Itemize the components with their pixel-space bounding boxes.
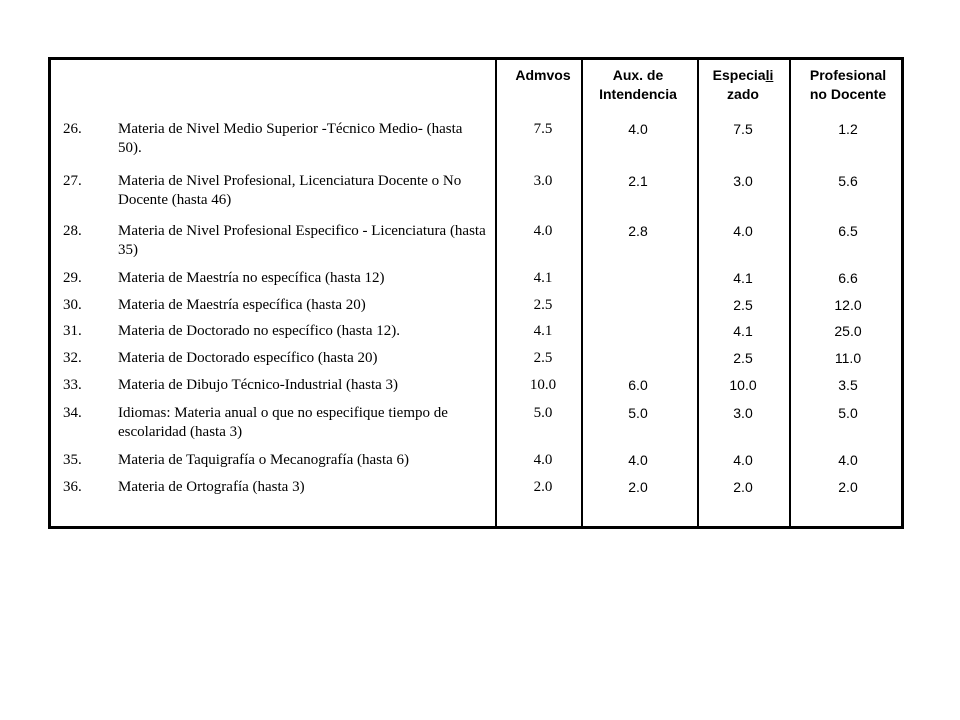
value-cell: 6.5 [838, 223, 858, 239]
value-cell: 4.0 [628, 452, 648, 468]
value-cell: 4.0 [733, 223, 753, 239]
row-number: 29. [63, 270, 82, 286]
row-description: Materia de Doctorado específico (hasta 20) [118, 350, 378, 366]
value-cell: 2.5 [733, 350, 753, 366]
row-description: Materia de Maestría no específica (hasta 12) [118, 270, 385, 286]
value-cell: 11.0 [834, 350, 862, 366]
row-number: 28. [63, 223, 82, 239]
column-divider [789, 60, 791, 526]
row-number: 33. [63, 377, 82, 393]
value-cell: 3.0 [733, 173, 753, 189]
value-cell: 6.6 [838, 270, 858, 286]
value-cell: 12.0 [834, 297, 862, 313]
value-cell: 4.1 [533, 270, 553, 286]
column-divider [495, 60, 497, 526]
value-cell: 5.0 [533, 405, 553, 421]
row-description: Materia de Taquigrafía o Mecanografía (hasta 6) [118, 452, 410, 468]
header-line: no Docente [809, 86, 887, 102]
value-cell: 10.0 [729, 377, 757, 393]
value-cell: 2.0 [838, 479, 858, 495]
row-description: Materia de Nivel Medio Superior -Técnico Medio- (hasta 50). [118, 121, 463, 156]
value-cell: 4.1 [533, 323, 553, 339]
value-cell: 4.1 [733, 270, 753, 286]
value-cell: 7.5 [533, 121, 553, 137]
row-number: 27. [63, 173, 82, 189]
row-description: Materia de Nivel Profesional Especifico - Licenciatura (hasta 35) [118, 223, 486, 258]
value-cell: 2.5 [733, 297, 753, 313]
value-cell: 5.0 [628, 405, 648, 421]
row-number: 30. [63, 297, 82, 313]
value-cell: 6.0 [628, 377, 648, 393]
row-description: Materia de Ortografía (hasta 3) [118, 479, 305, 495]
value-cell: 2.0 [628, 479, 648, 495]
row-description: Idiomas: Materia anual o que no especifique tiempo de escolaridad (hasta 3) [118, 405, 448, 440]
value-cell: 2.5 [533, 350, 553, 366]
row-number: 35. [63, 452, 82, 468]
row-number: 34. [63, 405, 82, 421]
value-cell: 2.0 [533, 479, 553, 495]
header-line: Aux. de [612, 67, 664, 83]
header-line: Profesional [809, 67, 887, 83]
value-cell: 3.5 [838, 377, 858, 393]
value-cell: 4.1 [733, 323, 753, 339]
table-frame [48, 57, 904, 529]
row-number: 26. [63, 121, 82, 137]
header-profesional-no-docente [788, 66, 908, 104]
value-cell: 25.0 [834, 323, 862, 339]
header-line: Especiali [712, 67, 774, 83]
value-cell: 5.6 [838, 173, 858, 189]
value-cell: 5.0 [838, 405, 858, 421]
value-cell: 3.0 [733, 405, 753, 421]
value-cell: 1.2 [838, 121, 858, 137]
value-cell: 4.0 [838, 452, 858, 468]
value-cell: 4.0 [733, 452, 753, 468]
column-divider [697, 60, 699, 526]
row-description: Materia de Nivel Profesional, Licenciatura Docente o No Docente (hasta 46) [118, 173, 462, 208]
value-cell: 2.0 [733, 479, 753, 495]
value-cell: 2.8 [628, 223, 648, 239]
header-aux-intendencia [578, 66, 698, 104]
row-number: 36. [63, 479, 82, 495]
header-line: Admvos [515, 67, 571, 83]
row-number: 32. [63, 350, 82, 366]
header-line: Intendencia [599, 86, 677, 102]
row-description: Materia de Doctorado no específico (hasta 12). [118, 323, 400, 339]
row-description: Materia de Maestría específica (hasta 20) [118, 297, 366, 313]
header-line: zado [727, 86, 759, 102]
value-cell: 4.0 [533, 223, 553, 239]
value-cell: 2.5 [533, 297, 553, 313]
value-cell: 10.0 [529, 377, 557, 393]
row-description: Materia de Dibujo Técnico-Industrial (hasta 3) [118, 377, 399, 393]
value-cell: 2.1 [628, 173, 648, 189]
row-number: 31. [63, 323, 82, 339]
value-cell: 4.0 [533, 452, 553, 468]
header-especializado [683, 66, 803, 104]
value-cell: 7.5 [733, 121, 753, 137]
value-cell: 3.0 [533, 173, 553, 189]
value-cell: 4.0 [628, 121, 648, 137]
